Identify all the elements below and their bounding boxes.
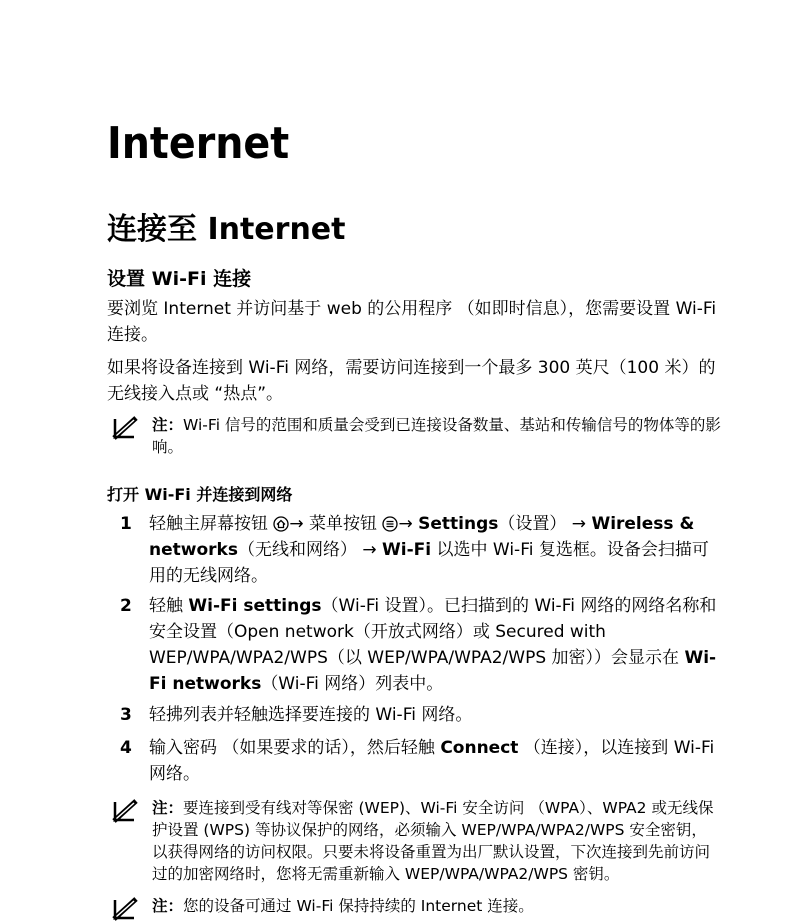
step-text: （Wi-Fi 网络）列表中。 [261, 674, 444, 694]
step-bold: Settings [418, 514, 499, 534]
procedure-heading: 打开 Wi-Fi 并连接到网络 [107, 485, 293, 504]
step-text: 轻拂列表并轻触选择要连接的 Wi-Fi 网络。 [149, 705, 473, 725]
note-label: 注： [152, 897, 184, 915]
note-text: 您的设备可通过 Wi-Fi 保持持续的 Internet 连接。 [183, 897, 534, 915]
step-number: 4 [120, 738, 132, 758]
page-title: Internet [107, 118, 290, 169]
note-persistent [107, 895, 722, 917]
step-3 [107, 702, 722, 728]
step-bold: Connect [440, 738, 519, 758]
menu-button-icon [382, 516, 398, 532]
step-text: 轻触 [149, 596, 189, 616]
note-signal [107, 414, 722, 458]
note-text: Wi-Fi 信号的范围和质量会受到已连接设备数量、基站和传输信号的物体等的影响。 [152, 416, 721, 456]
step-text: （设置） → [498, 514, 592, 534]
note-security [107, 797, 722, 885]
paragraph-hotspot: 如果将设备连接到 Wi-Fi 网络，需要访问连接到一个最多 300 英尺（100 米）的无线接入点或 “热点”。 [107, 358, 716, 404]
step-text: → 菜单按钮 [289, 514, 383, 534]
note-label: 注： [152, 799, 184, 817]
step-bold: Wi-Fi [382, 540, 432, 560]
note-text: 要连接到受有线对等保密 (WEP)、Wi-Fi 安全访问 （WPA）、WPA2 或无线保护设置 (WPS) 等协议保护的网络，必须输入 WEP/WPA/WPA2/WPS 安全密钥，以获得网络的访问权限。只要未将设备重置为出厂默认设置，下次连接到先前访问过的加密网络时，您将无需重新输入 WEP/WPA/WPA2/WPS 密钥。 [152, 799, 714, 883]
step-number: 1 [120, 514, 132, 534]
section-heading: 连接至 Internet [107, 212, 346, 247]
step-bold: Wireless & networks [149, 514, 695, 560]
step-text: → [398, 514, 419, 534]
home-button-icon [273, 516, 289, 532]
note-pencil-icon [112, 797, 138, 823]
note-pencil-icon [112, 895, 138, 921]
step-text: （连接），以连接到 Wi-Fi 网络。 [149, 738, 715, 784]
step-2 [107, 593, 722, 697]
step-text: 以选中 Wi-Fi 复选框。设备会扫描可用的无线网络。 [149, 540, 709, 586]
step-1 [107, 511, 722, 589]
step-text: 轻触主屏幕按钮 [149, 514, 274, 534]
step-number: 3 [120, 705, 132, 725]
note-label: 注： [152, 416, 184, 434]
step-bold: Wi-Fi settings [188, 596, 322, 616]
subsection-heading: 设置 Wi-Fi 连接 [107, 268, 252, 290]
step-bold: Wi-Fi networks [149, 648, 717, 694]
paragraph-intro: 要浏览 Internet 并访问基于 web 的公用程序 （如即时信息），您需要设置 Wi-Fi 连接。 [107, 299, 717, 345]
step-number: 2 [120, 596, 132, 616]
step-text: （Wi-Fi 设置）。已扫描到的 Wi-Fi 网络的网络名称和安全设置（Open network（开放式网络）或 Secured with WEP/WPA/WPA2/WPS（以 WEP/WPA/WPA2/WPS 加密））会显示在 [149, 596, 717, 668]
step-text: （无线和网络） → [237, 540, 383, 560]
step-text: 输入密码 （如果要求的话），然后轻触 [149, 738, 441, 758]
note-pencil-icon [112, 414, 138, 440]
step-4 [107, 735, 722, 787]
